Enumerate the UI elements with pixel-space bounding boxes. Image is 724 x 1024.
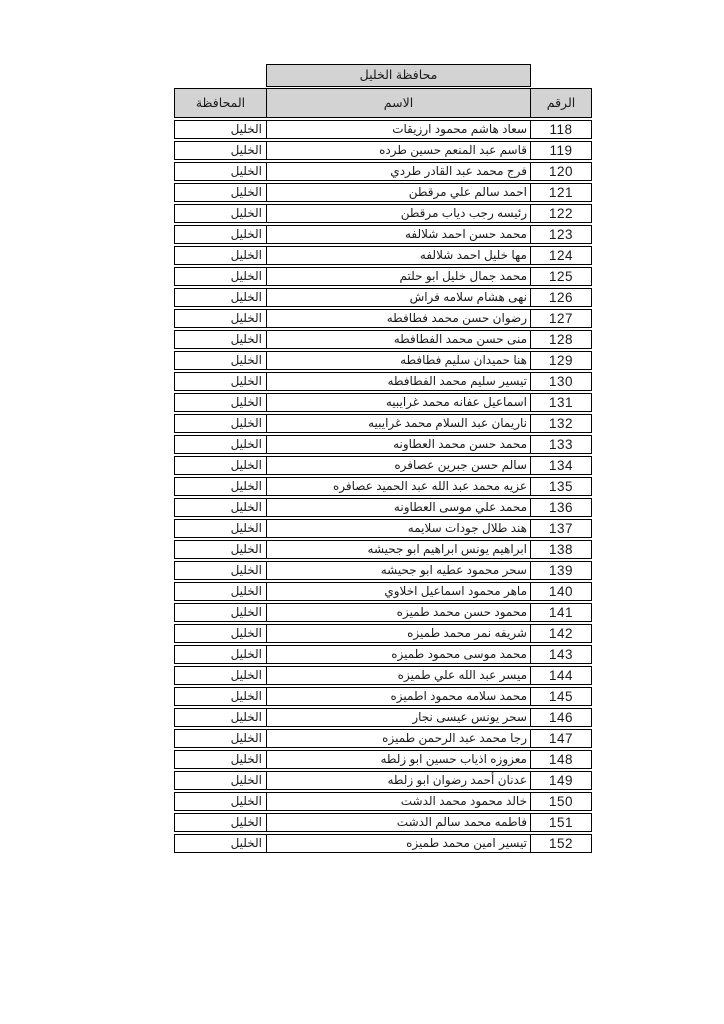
row-name-cell: محمد حسن احمد شلالفه	[266, 225, 531, 244]
row-governorate-cell: الخليل	[174, 498, 267, 517]
row-governorate-cell: الخليل	[174, 141, 267, 160]
table-row	[172, 771, 592, 790]
table-row	[172, 645, 592, 664]
row-governorate-cell: الخليل	[174, 330, 267, 349]
table-row	[172, 708, 592, 727]
row-number-cell: 129	[530, 351, 592, 370]
row-number-cell: 137	[530, 519, 592, 538]
table-row	[172, 162, 592, 181]
row-number-cell: 124	[530, 246, 592, 265]
row-governorate-cell: الخليل	[174, 624, 267, 643]
row-number-cell: 131	[530, 393, 592, 412]
row-governorate-cell: الخليل	[174, 519, 267, 538]
row-name-cell: نهى هشام سلامه فراش	[266, 288, 531, 307]
table-row	[172, 624, 592, 643]
table-header-row	[172, 88, 592, 118]
row-number-cell: 144	[530, 666, 592, 685]
table-row	[172, 288, 592, 307]
row-name-cell: قاسم عبد المنعم حسين طرده	[266, 141, 531, 160]
row-governorate-cell: الخليل	[174, 309, 267, 328]
row-name-cell: عدنان أحمد رضوان ابو زلطه	[266, 771, 531, 790]
row-number-cell: 127	[530, 309, 592, 328]
row-governorate-cell: الخليل	[174, 225, 267, 244]
row-name-cell: مها خليل احمد شلالفه	[266, 246, 531, 265]
row-governorate-cell: الخليل	[174, 162, 267, 181]
row-name-cell: تيسير سليم محمد الفطافطه	[266, 372, 531, 391]
table-row	[172, 204, 592, 223]
table-row	[172, 540, 592, 559]
table-row	[172, 309, 592, 328]
table-row	[172, 456, 592, 475]
row-number-cell: 143	[530, 645, 592, 664]
row-name-cell: اسماعيل عفانه محمد غرايبيه	[266, 393, 531, 412]
row-governorate-cell: الخليل	[174, 687, 267, 706]
row-governorate-cell: الخليل	[174, 183, 267, 202]
table-row	[172, 834, 592, 853]
row-name-cell: محمد سلامه محمود اطميزه	[266, 687, 531, 706]
row-number-cell: 139	[530, 561, 592, 580]
row-name-cell: هند طلال جودات سلايمه	[266, 519, 531, 538]
table-row	[172, 603, 592, 622]
row-number-cell: 128	[530, 330, 592, 349]
row-number-cell: 125	[530, 267, 592, 286]
row-governorate-cell: الخليل	[174, 204, 267, 223]
row-number-cell: 151	[530, 813, 592, 832]
row-name-cell: معزوزه اذياب حسين ابو زلطه	[266, 750, 531, 769]
row-governorate-cell: الخليل	[174, 813, 267, 832]
row-governorate-cell: الخليل	[174, 750, 267, 769]
table-row	[172, 414, 592, 433]
row-name-cell: شريفه نمر محمد طميزه	[266, 624, 531, 643]
row-number-cell: 122	[530, 204, 592, 223]
row-governorate-cell: الخليل	[174, 414, 267, 433]
row-name-cell: ناريمان عبد السلام محمد غرايبيه	[266, 414, 531, 433]
row-number-cell: 136	[530, 498, 592, 517]
table-row	[172, 792, 592, 811]
table-row	[172, 393, 592, 412]
row-name-cell: فرج محمد عبد القادر طردي	[266, 162, 531, 181]
row-name-cell: ابراهيم يونس ابراهيم ابو جحيشه	[266, 540, 531, 559]
table-title: محافظة الخليل	[266, 64, 531, 87]
row-governorate-cell: الخليل	[174, 246, 267, 265]
row-number-cell: 142	[530, 624, 592, 643]
row-number-cell: 134	[530, 456, 592, 475]
row-governorate-cell: الخليل	[174, 771, 267, 790]
row-governorate-cell: الخليل	[174, 456, 267, 475]
row-number-cell: 152	[530, 834, 592, 853]
row-governorate-cell: الخليل	[174, 582, 267, 601]
row-name-cell: تيسير امين محمد طميزه	[266, 834, 531, 853]
table-row	[172, 561, 592, 580]
table-row	[172, 267, 592, 286]
table-row	[172, 351, 592, 370]
row-name-cell: محمد جمال خليل ابو حلتم	[266, 267, 531, 286]
table-row	[172, 729, 592, 748]
table-row	[172, 183, 592, 202]
column-header-governorate: المحافظة	[174, 88, 267, 118]
row-number-cell: 147	[530, 729, 592, 748]
hebron-governorate-table	[172, 64, 592, 855]
row-number-cell: 135	[530, 477, 592, 496]
table-row	[172, 435, 592, 454]
row-governorate-cell: الخليل	[174, 477, 267, 496]
row-governorate-cell: الخليل	[174, 792, 267, 811]
table-body	[172, 120, 592, 853]
row-name-cell: محمد موسى محمود طميزه	[266, 645, 531, 664]
row-number-cell: 118	[530, 120, 592, 139]
row-governorate-cell: الخليل	[174, 120, 267, 139]
table-row	[172, 120, 592, 139]
row-governorate-cell: الخليل	[174, 666, 267, 685]
table-row	[172, 498, 592, 517]
table-row	[172, 519, 592, 538]
row-governorate-cell: الخليل	[174, 288, 267, 307]
row-governorate-cell: الخليل	[174, 540, 267, 559]
row-governorate-cell: الخليل	[174, 708, 267, 727]
table-row	[172, 141, 592, 160]
row-name-cell: منى حسن محمد الفطافطه	[266, 330, 531, 349]
row-number-cell: 123	[530, 225, 592, 244]
row-governorate-cell: الخليل	[174, 351, 267, 370]
row-name-cell: سحر محمود عطيه ابو جحيشه	[266, 561, 531, 580]
row-governorate-cell: الخليل	[174, 603, 267, 622]
row-number-cell: 150	[530, 792, 592, 811]
row-governorate-cell: الخليل	[174, 561, 267, 580]
table-row	[172, 687, 592, 706]
table-row	[172, 372, 592, 391]
table-row	[172, 582, 592, 601]
row-name-cell: محمود حسن محمد طميزه	[266, 603, 531, 622]
row-name-cell: محمد علي موسى العطاونه	[266, 498, 531, 517]
row-number-cell: 126	[530, 288, 592, 307]
table-title-row	[172, 64, 592, 87]
row-name-cell: ماهر محمود اسماعيل اخلاوي	[266, 582, 531, 601]
row-number-cell: 146	[530, 708, 592, 727]
column-header-number: الرقم	[530, 88, 592, 118]
row-number-cell: 149	[530, 771, 592, 790]
row-number-cell: 138	[530, 540, 592, 559]
row-number-cell: 148	[530, 750, 592, 769]
row-name-cell: رئيسه رجب دياب مرقطن	[266, 204, 531, 223]
row-governorate-cell: الخليل	[174, 435, 267, 454]
row-number-cell: 130	[530, 372, 592, 391]
row-name-cell: رجا محمد عبد الرحمن طميزه	[266, 729, 531, 748]
row-name-cell: خالد محمود محمد الدشت	[266, 792, 531, 811]
table-row	[172, 666, 592, 685]
row-governorate-cell: الخليل	[174, 645, 267, 664]
row-number-cell: 145	[530, 687, 592, 706]
row-name-cell: عزيه محمد عبد الله عبد الحميد عصافره	[266, 477, 531, 496]
row-name-cell: احمد سالم علي مرقطن	[266, 183, 531, 202]
row-number-cell: 141	[530, 603, 592, 622]
column-header-name: الاسم	[266, 88, 531, 118]
row-name-cell: سعاد هاشم محمود ارزيقات	[266, 120, 531, 139]
row-governorate-cell: الخليل	[174, 729, 267, 748]
row-name-cell: ميسر عبد الله علي طميزه	[266, 666, 531, 685]
row-name-cell: رضوان حسن محمد فطافطه	[266, 309, 531, 328]
table-row	[172, 813, 592, 832]
row-governorate-cell: الخليل	[174, 834, 267, 853]
row-name-cell: محمد حسن محمد العطاونه	[266, 435, 531, 454]
row-number-cell: 119	[530, 141, 592, 160]
row-name-cell: فاطمه محمد سالم الدشت	[266, 813, 531, 832]
table-row	[172, 750, 592, 769]
row-name-cell: سالم حسن جبرين عصافره	[266, 456, 531, 475]
row-number-cell: 140	[530, 582, 592, 601]
table-row	[172, 330, 592, 349]
row-number-cell: 133	[530, 435, 592, 454]
row-name-cell: هنا حميدان سليم فطافطه	[266, 351, 531, 370]
table-row	[172, 225, 592, 244]
row-governorate-cell: الخليل	[174, 267, 267, 286]
table-row	[172, 477, 592, 496]
table-row	[172, 246, 592, 265]
row-number-cell: 121	[530, 183, 592, 202]
row-governorate-cell: الخليل	[174, 372, 267, 391]
row-name-cell: سحر يونس عيسى نجار	[266, 708, 531, 727]
row-number-cell: 120	[530, 162, 592, 181]
row-governorate-cell: الخليل	[174, 393, 267, 412]
row-number-cell: 132	[530, 414, 592, 433]
